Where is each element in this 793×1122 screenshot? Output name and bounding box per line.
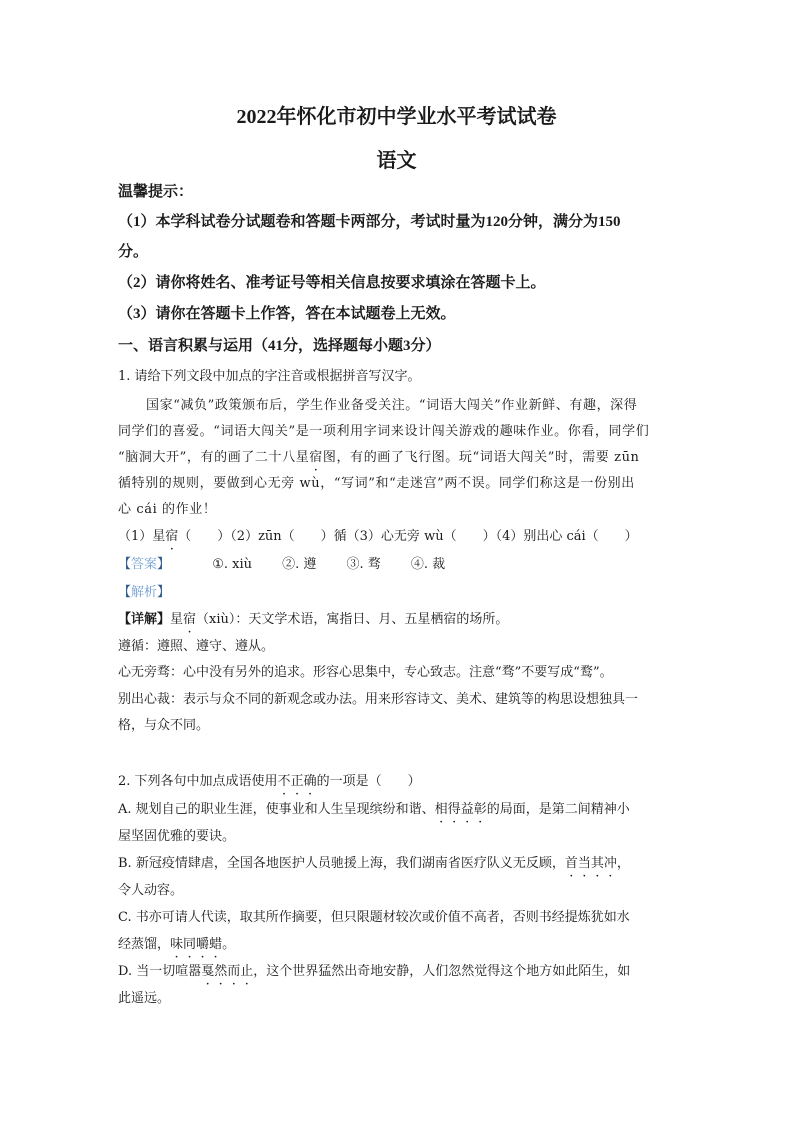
- notice-item-1-cont: 分。: [118, 244, 149, 260]
- text: 2. 下列各句中加点成语使用: [118, 774, 278, 789]
- text: 的局面，是第二间精神小: [486, 802, 630, 817]
- q2-option-a-line-1: [118, 801, 678, 819]
- q2-option-d-line-2: 此遥远。: [118, 991, 171, 1006]
- text: （xiù）：天文学术语，寓指日、月、五星栖宿的场所。: [196, 612, 509, 627]
- dotted-char: 得: [447, 802, 461, 817]
- dotted-char: 益: [460, 802, 474, 817]
- text: A. 规划自己的职业生涯，使事业和人生呈现缤纷和谐、: [118, 802, 435, 817]
- detail-line-3: 心无旁骛：心中没有另外的追求。形容心思集中，专心致志。注意“骛”不要写成“鹜”。: [118, 665, 613, 680]
- bracket: 【: [118, 557, 132, 572]
- text: “脑洞大开”，有的画了二十八星: [118, 450, 310, 465]
- text: B. 新冠疫情肆虐，全国各地医护人员驰援上海，我们湖南省医疗队义无反顾，: [118, 856, 565, 871]
- detail-line-5: 格，与众不同。: [118, 718, 210, 733]
- q2-option-a-line-2: 屋坚固优雅的要诀。: [118, 829, 236, 844]
- q1-passage-line-3: [118, 449, 678, 467]
- dotted-char: 然: [214, 964, 228, 979]
- analysis-label: [118, 584, 678, 602]
- q1-passage-line-4: 循特别的规则，要做到心无旁 wù，“写词”和“走迷宫”两不误。同学们称这是一份别出: [118, 476, 635, 491]
- dotted-char: 相: [434, 802, 448, 817]
- text: D. 当一切喧嚣: [118, 964, 202, 979]
- detail-line-4: 别出心裁：表示与众不同的新观念或办法。用来形容诗文、美术、建筑等的构思设想独具一: [118, 692, 639, 707]
- answer-3: ③. 骛: [346, 557, 381, 572]
- text: ，这个世界猛然出奇地安静，人们忽然觉得这个地方如此陌生，如: [253, 964, 631, 979]
- text: 图，有的画了飞行图。玩“词语大闯关”时，需要 zūn: [322, 450, 640, 465]
- exam-title: 2022年怀化市初中学业水平考试试卷: [236, 106, 557, 128]
- notice-heading: 温馨提示：: [118, 184, 194, 200]
- dotted-char: 其: [590, 856, 604, 871]
- notice-item-3: （3）请你在答题卡上作答，答在本试题卷上无效。: [118, 306, 456, 322]
- text: 的一项是（ ）: [316, 774, 421, 789]
- dotted-char: 宿: [165, 529, 179, 544]
- answer-row: [118, 556, 678, 574]
- text: 星: [170, 612, 184, 627]
- notice-item-2: （2）请你将姓名、准考证号等相关信息按要求填涂在答题卡上。: [118, 275, 546, 291]
- answer-label: [118, 557, 170, 572]
- dotted-char: 正: [290, 774, 304, 789]
- dotted-char: 彰: [473, 802, 487, 817]
- text: （1）星: [118, 529, 166, 544]
- answer-4: ④. 裁: [410, 557, 446, 572]
- subject-title: 语文: [376, 150, 417, 172]
- q1-stem: 1. 请给下列文段中加点的字注音或根据拼音写汉字。: [118, 369, 421, 384]
- q2-option-c-line-2: [118, 936, 678, 954]
- dotted-char: 确: [303, 774, 317, 789]
- q2-option-d-line-1: [118, 963, 678, 981]
- answer-2: ②. 遵: [282, 557, 317, 572]
- detail-line-2: 遵循：遵照、遵守、遵从。: [118, 639, 275, 654]
- text: （ ）（2）zūn（ ）循（3）心无旁 wù（ ）（4）别出心 cái（ ）: [178, 529, 638, 544]
- q1-passage-line-1: 国家“减负”政策颁布后，学生作业备受关注。“词语大闯关”作业新鲜、有趣，深得: [146, 398, 638, 413]
- dotted-char: 宿: [309, 450, 323, 465]
- q2-option-b-line-2: 令人动容。: [118, 883, 184, 898]
- q1-passage-line-5: 心 cái 的作业！: [118, 502, 217, 517]
- section-heading: 一、语言积累与运用（41分，选择题每小题3分）: [118, 338, 441, 354]
- q2-stem: [118, 773, 678, 791]
- q1-passage-line-2: 同学们的喜爱。“词语大闯关”是一项利用字词来设计闯关游戏的趣味作业。你看，同学们: [118, 424, 650, 439]
- label-text: 答案: [131, 557, 158, 572]
- detail-line-1: [118, 611, 678, 629]
- answer-1: ①. xiù: [212, 557, 252, 572]
- dotted-char: 戛: [201, 964, 215, 979]
- text: 。: [222, 937, 236, 952]
- bracket: 【: [118, 585, 132, 600]
- dotted-char: 蜡: [209, 937, 223, 952]
- dotted-char: 首: [564, 856, 578, 871]
- dotted-char: 当: [577, 856, 591, 871]
- detail-label: 【详解】: [118, 612, 171, 627]
- dotted-char: 冲: [603, 856, 617, 871]
- q2-option-c-line-1: C. 书亦可请人代读，取其所作摘要，但只限题材较次或价值不高者，否则书经提炼犹如水: [118, 910, 630, 925]
- dotted-char: 止: [240, 964, 254, 979]
- q2-option-b-line-1: [118, 855, 678, 873]
- label-text: 解析: [131, 585, 158, 600]
- dotted-char: 嚼: [196, 937, 210, 952]
- bracket: 】: [157, 585, 171, 600]
- dotted-char: 不: [277, 774, 291, 789]
- dotted-char: 宿: [183, 612, 197, 627]
- dotted-char: 味: [170, 937, 184, 952]
- bracket: 】: [157, 557, 171, 572]
- q1-blanks: [118, 528, 678, 546]
- text: 经蒸馏，: [118, 937, 171, 952]
- dotted-char: 同: [183, 937, 197, 952]
- dotted-char: 而: [227, 964, 241, 979]
- notice-item-1: （1）本学科试卷分试题卷和答题卡两部分，考试时量为120分钟，满分为150: [118, 214, 621, 230]
- text: ，: [616, 856, 630, 871]
